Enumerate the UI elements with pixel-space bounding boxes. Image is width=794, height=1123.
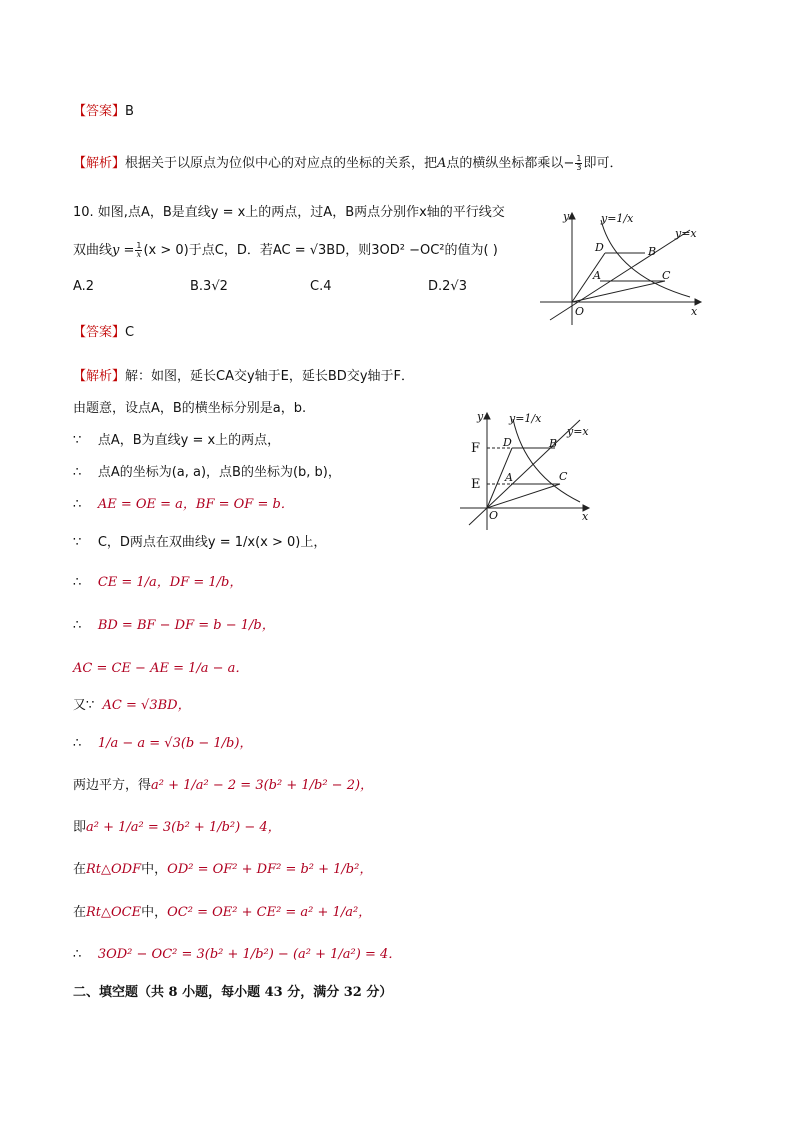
q10-fraction: $\frac{1}{x}$ <box>136 241 142 259</box>
solution-l7: CE = 1/a，DF = 1/b， <box>97 575 243 590</box>
x-axis-label: x <box>691 305 698 318</box>
answer-line-2 <box>73 323 134 343</box>
y-axis-arrow-icon <box>484 413 490 419</box>
solution-l4: 点A的坐标为(a, a)，点B的坐标为(b, b)， <box>97 465 341 480</box>
answer-label: 【答案】 <box>73 104 126 119</box>
point-c-label: C <box>559 470 568 483</box>
point-b-label: B <box>648 245 657 258</box>
solution-l15: OC² = OE² + CE² = a² + 1/a²， <box>167 905 372 920</box>
therefore-symbol: ∴ <box>73 736 82 751</box>
solution-l13: a² + 1/a² = 3(b² + 1/b²) − 4， <box>86 820 281 835</box>
solution-l1: 解：如图，延长CA交y轴于E，延长BD交y轴于F． <box>125 369 414 384</box>
solution-line-10 <box>73 696 191 716</box>
solution-label: 【解析】 <box>73 369 126 384</box>
triangle-oce: Rt△OCE <box>86 905 142 920</box>
solution-l5: AE = OE = a，BF = OF = b． <box>97 497 294 512</box>
point-c-label: C <box>662 269 671 282</box>
segment-oc <box>572 281 665 302</box>
because-symbol: ∵ <box>73 535 82 550</box>
analysis-line-1 <box>73 154 622 174</box>
solution-l3: 点A，B为直线y = x上的两点， <box>97 433 281 448</box>
option-a: A.2 <box>73 279 95 294</box>
therefore-symbol: ∴ <box>73 618 82 633</box>
x-axis-label: x <box>582 510 589 523</box>
middle-text: 中， <box>141 862 168 877</box>
section-heading-fill-in: 二、填空题（共 8 小题，每小题 43 分，满分 32 分） <box>73 985 393 1000</box>
also-because: 又∵ <box>73 698 95 713</box>
solution-line-8 <box>73 616 275 636</box>
option-c: C.4 <box>310 279 332 294</box>
figure-1-graph <box>535 205 710 330</box>
hyperbola-label: y=1/x <box>509 412 542 425</box>
solution-line-3 <box>73 431 280 451</box>
analysis-fraction <box>575 155 582 172</box>
solution-line-5 <box>73 495 294 515</box>
solution-l6: C，D两点在双曲线y = 1/x(x > 0)上， <box>97 535 327 550</box>
point-d-label: D <box>503 436 512 449</box>
line-label: y=x <box>567 425 589 438</box>
because-symbol: ∵ <box>73 433 82 448</box>
therefore-symbol: ∴ <box>73 465 82 480</box>
frac-num: 1 <box>576 154 582 163</box>
point-b-label: B <box>549 437 558 450</box>
point-e-label: E <box>471 477 481 492</box>
analysis-text-c: 即可． <box>583 156 623 171</box>
solution-line-15 <box>73 903 371 923</box>
question-10-line-1: 10. 如图,点A，B是直线y = x上的两点，过A，B两点分别作x轴的平行线交 <box>73 205 505 220</box>
in-text: 在 <box>73 862 87 877</box>
solution-line-12 <box>73 776 373 796</box>
solution-line-16 <box>73 945 401 965</box>
y-axis-label: y <box>477 410 484 423</box>
analysis-var: A <box>437 156 447 171</box>
solution-line-13 <box>73 818 281 838</box>
analysis-label: 【解析】 <box>73 156 126 171</box>
solution-line-4 <box>73 463 341 483</box>
solution-line-14 <box>73 860 372 880</box>
solution-line-1 <box>73 367 414 387</box>
in-text: 在 <box>73 905 87 920</box>
segment-oc <box>487 484 560 508</box>
therefore-symbol: ∴ <box>73 497 82 512</box>
therefore-symbol: ∴ <box>73 947 82 962</box>
answer-line-1 <box>73 102 134 122</box>
point-f-label: F <box>471 441 481 456</box>
option-b: B.3√2 <box>190 279 228 294</box>
analysis-text-b: 点的横纵坐标都乘以 <box>446 156 564 171</box>
solution-line-7 <box>73 573 242 593</box>
solution-l16: 3OD² − OC² = 3(b² + 1/b²) − (a² + 1/a²) = 4． <box>97 947 402 962</box>
frac-den: 3 <box>576 163 582 172</box>
solution-l12: a² + 1/a² − 2 = 3(b² + 1/b² − 2)， <box>151 778 374 793</box>
q10-line2-c: (x > 0)于点C，D．若AC = √3BD，则3OD² −OC²的值为( ) <box>143 243 498 258</box>
hyperbola-label: y=1/x <box>601 212 634 225</box>
y-axis-arrow-icon <box>569 213 575 219</box>
point-a-label: A <box>593 269 601 282</box>
solution-l8: BD = BF − DF = b − 1/b， <box>97 618 275 633</box>
y-axis-label: y <box>563 210 570 223</box>
therefore-symbol: ∴ <box>73 575 82 590</box>
origin-label: O <box>575 305 585 318</box>
line-label: y=x <box>675 227 697 240</box>
solution-l9: AC = CE − AE = 1/a − a． <box>73 661 249 676</box>
point-d-label: D <box>595 241 604 254</box>
middle-text: 中， <box>141 905 168 920</box>
q10-line2-a: 双曲线 <box>73 243 113 258</box>
answer-value-2: C <box>125 325 135 340</box>
origin-label: O <box>489 509 499 522</box>
analysis-text-a: 根据关于以原点为位似中心的对应点的坐标的关系，把 <box>125 156 438 171</box>
solution-l10: AC = √3BD， <box>102 698 191 713</box>
option-d: D.2√3 <box>428 279 467 294</box>
that-is: 即 <box>73 820 87 835</box>
answer-value: B <box>125 104 134 119</box>
solution-l11: 1/a − a = √3(b − 1/b)， <box>97 736 253 751</box>
solution-line-6 <box>73 533 326 553</box>
point-a-label: A <box>505 471 513 484</box>
solution-line-11 <box>73 734 252 754</box>
solution-line-9 <box>73 659 248 679</box>
analysis-sign: − <box>563 156 575 171</box>
figure-2-graph <box>455 405 595 535</box>
q10-line2-b: y = <box>112 243 135 258</box>
solution-l14: OD² = OF² + DF² = b² + 1/b²， <box>167 862 373 877</box>
question-10-line-2 <box>73 241 498 261</box>
solution-line-2: 由题意，设点A，B的横坐标分别是a，b. <box>73 401 307 416</box>
square-both-sides: 两边平方，得 <box>73 778 152 793</box>
answer-label-2: 【答案】 <box>73 325 126 340</box>
triangle-odf: Rt△ODF <box>86 862 142 877</box>
